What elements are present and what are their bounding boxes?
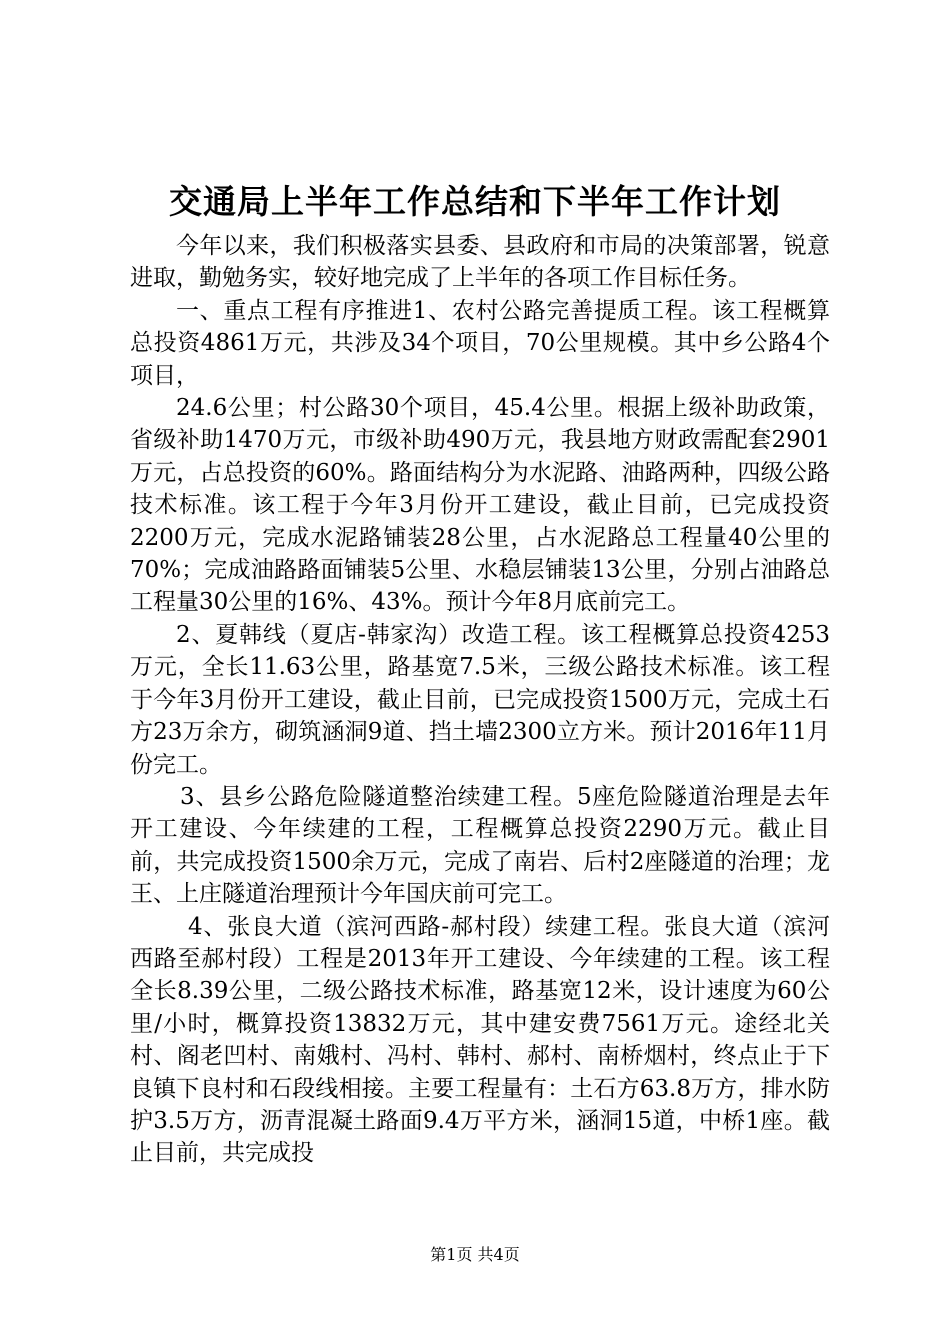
paragraph-project-2: 2、夏韩线（夏店-韩家沟）改造工程。该工程概算总投资4253万元，全长11.63公里，路基宽7.5米，三级公路技术标准。该工程于今年3月份开工建设，截止目前，已完成投资1500万元，完成土石方23万余方，砌筑涵洞9道、挡土墙2300立方米。预计2016年11月份完工。	[130, 621, 830, 778]
paragraph-section-1: 一、重点工程有序推进1、农村公路完善提质工程。该工程概算总投资4861万元，共涉及34个项目，70公里规模。其中乡公路4个项目，	[130, 297, 830, 389]
paragraph-project-3: 3、县乡公路危险隧道整治续建工程。5座危险隧道治理是去年开工建设、今年续建的工程，工程概算总投资2290万元。截止目前，共完成投资1500余万元，完成了南岩、后村2座隧道的治理；龙王、上庄隧道治理预计今年国庆前可完工。	[130, 783, 830, 908]
paragraph-project-4: 4、张良大道（滨河西路-郝村段）续建工程。张良大道（滨河西路至郝村段）工程是2013年开工建设、今年续建的工程。该工程全长8.39公里，二级公路技术标准，路基宽12米，设计速度为60公里/小时，概算投资13832万元，其中建安费7561万元。途经北关村、阁老凹村、南娥村、冯村、韩村、郝村、南桥烟村，终点止于下良镇下良村和石段线相接。主要工程量有：土石方63.8万方，排水防护3.5万方，沥青混凝土路面9.4万平方米，涵洞15道，中桥1座。截止目前，共完成投	[130, 913, 830, 1167]
paragraph-intro: 今年以来，我们积极落实县委、县政府和市局的决策部署，锐意进取，勤勉务实，较好地完成了上半年的各项工作目标任务。	[130, 233, 830, 292]
page-number-footer: 第1页 共4页	[430, 1245, 520, 1264]
document-body	[130, 230, 830, 1170]
document-title: 交通局上半年工作总结和下半年工作计划	[169, 182, 781, 221]
paragraph-project-1-detail: 24.6公里；村公路30个项目，45.4公里。根据上级补助政策，省级补助1470万元，市级补助490万元，我县地方财政需配套2901万元，占总投资的60%。路面结构分为水泥路、油路两种，四级公路技术标准。该工程于今年3月份开工建设，截止目前，已完成投资2200万元，完成水泥路铺装28公里，占水泥路总工程量40公里的70%；完成油路路面铺装5公里、水稳层铺装13公里，分别占油路总工程量30公里的16%、43%。预计今年8月底前完工。	[130, 395, 830, 616]
